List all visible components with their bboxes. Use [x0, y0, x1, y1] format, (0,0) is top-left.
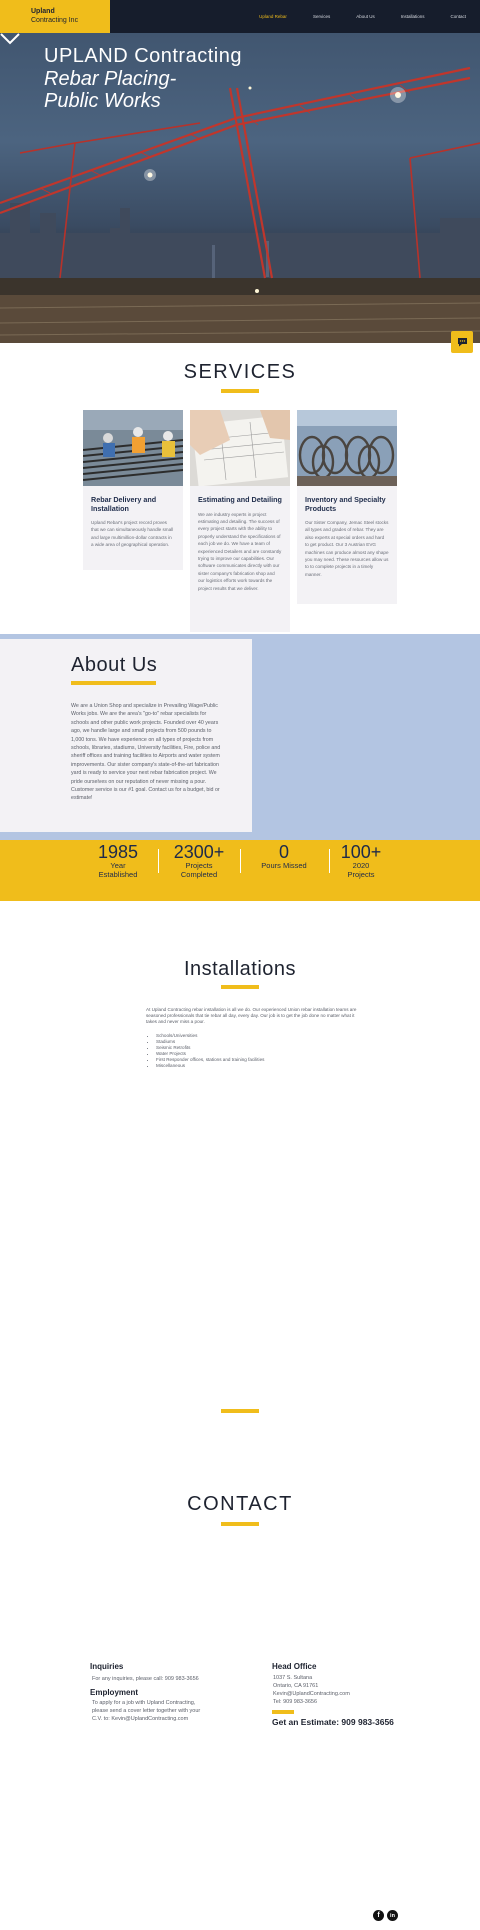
stat-projects	[159, 840, 239, 879]
service-card-rebar-delivery	[83, 486, 183, 570]
chat-bubble-icon	[457, 337, 468, 347]
office-address-2: Ontario, CA 91761	[273, 1683, 319, 1689]
installations-underline	[221, 985, 259, 989]
estimating-image	[190, 410, 290, 486]
hero-banner	[0, 33, 480, 343]
list-item: • Water Projects	[156, 1051, 264, 1057]
stat-number: 0	[278, 842, 289, 862]
stat-label: 2020	[352, 861, 370, 870]
head-office-heading: Head Office	[272, 1662, 317, 1671]
service-text: Our Sister Company, Jemac Steel stocks all types and grades of rebar. They are also experts at special orders and hard to get product. Our 3 Austrian EVG machines can produce almost any shape you may need. These resources allow us to to complete projects in a timely manner.	[305, 520, 389, 577]
about-underline	[71, 681, 156, 685]
list-item: • Stadiums	[156, 1039, 264, 1045]
service-title: Inventory and Specialty Products	[305, 495, 386, 513]
services-underline	[221, 389, 259, 393]
stat-divider	[158, 849, 159, 873]
hero-title-line2: Rebar Placing-	[44, 68, 177, 90]
hero-title-line1: UPLAND Contracting	[44, 45, 242, 67]
facebook-icon[interactable]: f	[373, 1910, 384, 1921]
service-card-estimating	[190, 486, 290, 632]
office-email[interactable]: Kevin@UplandContracting.com	[273, 1691, 350, 1697]
site-logo[interactable]	[0, 0, 110, 33]
stat-divider	[240, 849, 241, 873]
office-address-1: 1037 S. Sultana	[273, 1675, 313, 1681]
stat-label: Completed	[180, 869, 218, 879]
stat-pours	[244, 840, 324, 871]
employment-text-3: C.V. to: Kevin@UplandContracting.com	[92, 1716, 189, 1722]
employment-text-1: To apply for a job with Upland Contracting,	[92, 1700, 196, 1706]
inquiries-heading: Inquiries	[90, 1662, 124, 1671]
stat-label: Established	[98, 869, 138, 879]
service-title: Estimating and Detailing	[198, 495, 282, 504]
stat-label: Projects	[185, 861, 213, 870]
nav-contact[interactable]: Contact	[450, 14, 466, 19]
stat-label: Year	[110, 861, 126, 870]
employment-heading: Employment	[90, 1688, 139, 1697]
about-text: We are a Union Shop and specialize in Prevailing Wage/Public Works jobs. We are the area's "go-to" rebar specialists for schools and other public work projects. Founded over 40 years ago, we handle large and small projects from 500 pounds to 1,000 tons. We have experience on all types of projects from schools, libraries, stadiums, University facilities, Fire, police and sheriff offices and training facilities to Airports and water system improvements. Our sister company's state-of-the-art fabrication yard is ready to service your next rebar fabrication project. We pride ourselves on our reputation of never missing a pour. Customer service is our #1 goal. Contact us for a budget, bid or estimate!	[71, 703, 221, 802]
services-heading: SERVICES	[183, 361, 297, 383]
employment-text-2: please send a cover letter together with your	[92, 1708, 201, 1714]
linkedin-icon[interactable]: in	[387, 1910, 398, 1921]
contact-underline	[221, 1522, 259, 1526]
installations-heading: Installations	[183, 958, 297, 980]
nav-upland-rebar[interactable]: Upland Rebar	[259, 14, 287, 19]
estimate-cta[interactable]: Get an Estimate: 909 983-3656	[272, 1717, 394, 1727]
list-item: • Miscellaneous	[156, 1063, 264, 1069]
stat-label: Pours Missed	[261, 861, 307, 870]
service-text: We are industry experts in project estimating and detailing. The success of every project starts with the ability to properly understand the specifications of each job we do. We have a team of experienced Detailers and are constantly trying to improve our capabilities. Our software communicates directly with our sister company's fabrication shop and our logistics efforts work towards the project results that we deliver.	[198, 511, 282, 591]
list-item: • Schools/Universities	[156, 1033, 264, 1039]
nav-services[interactable]: Services	[312, 14, 331, 19]
list-item: • Seismic Retrofits	[156, 1045, 264, 1051]
main-nav	[259, 0, 466, 33]
logo-line1: Upland	[31, 8, 55, 15]
service-card-inventory	[297, 486, 397, 604]
list-item: • First Responder offices, stations and training facilities	[156, 1057, 264, 1063]
rebar-delivery-image	[83, 410, 183, 486]
stat-2020	[321, 840, 401, 879]
about-heading: About Us	[71, 654, 158, 676]
installations-list	[156, 1033, 264, 1069]
hero-title-line3: Public Works	[44, 90, 161, 112]
stat-number: 100+	[340, 842, 382, 862]
site-header	[0, 0, 480, 33]
service-text: Upland Rebar's project record proves that we can simultaneously handle small and large multimillion-dollar contracts in a wide area of geographical operation.	[91, 520, 174, 548]
contact-heading: CONTACT	[187, 1493, 293, 1515]
estimate-bar	[272, 1710, 294, 1714]
stat-number: 2300+	[173, 842, 225, 862]
nav-about-us[interactable]: About Us	[356, 14, 375, 19]
inquiries-text: For any inquiries, please call: 909 983-3656	[92, 1676, 199, 1682]
chevron-down-icon[interactable]	[0, 33, 20, 45]
chat-button[interactable]	[451, 331, 473, 353]
stat-divider	[329, 849, 330, 873]
office-phone[interactable]: Tel: 909 983-3656	[273, 1699, 318, 1705]
installations-intro: At Upland Contracting rebar installation is all we do. Our experienced Union rebar installation teams are seasoned professionals that tie rebar all day, every day. Our job is to get the job done no matter what it takes and never miss a pour.	[146, 1007, 357, 1024]
hero-title	[44, 45, 242, 112]
stat-year	[78, 840, 158, 879]
nav-installations[interactable]: Installations	[400, 14, 425, 19]
section-divider-bar	[221, 1409, 259, 1413]
stat-number: 1985	[97, 842, 139, 862]
logo-line2: Contracting Inc	[31, 17, 79, 24]
stat-label: Projects	[347, 869, 375, 879]
inventory-image	[297, 410, 397, 486]
service-title: Rebar Delivery and Installation	[91, 495, 157, 513]
